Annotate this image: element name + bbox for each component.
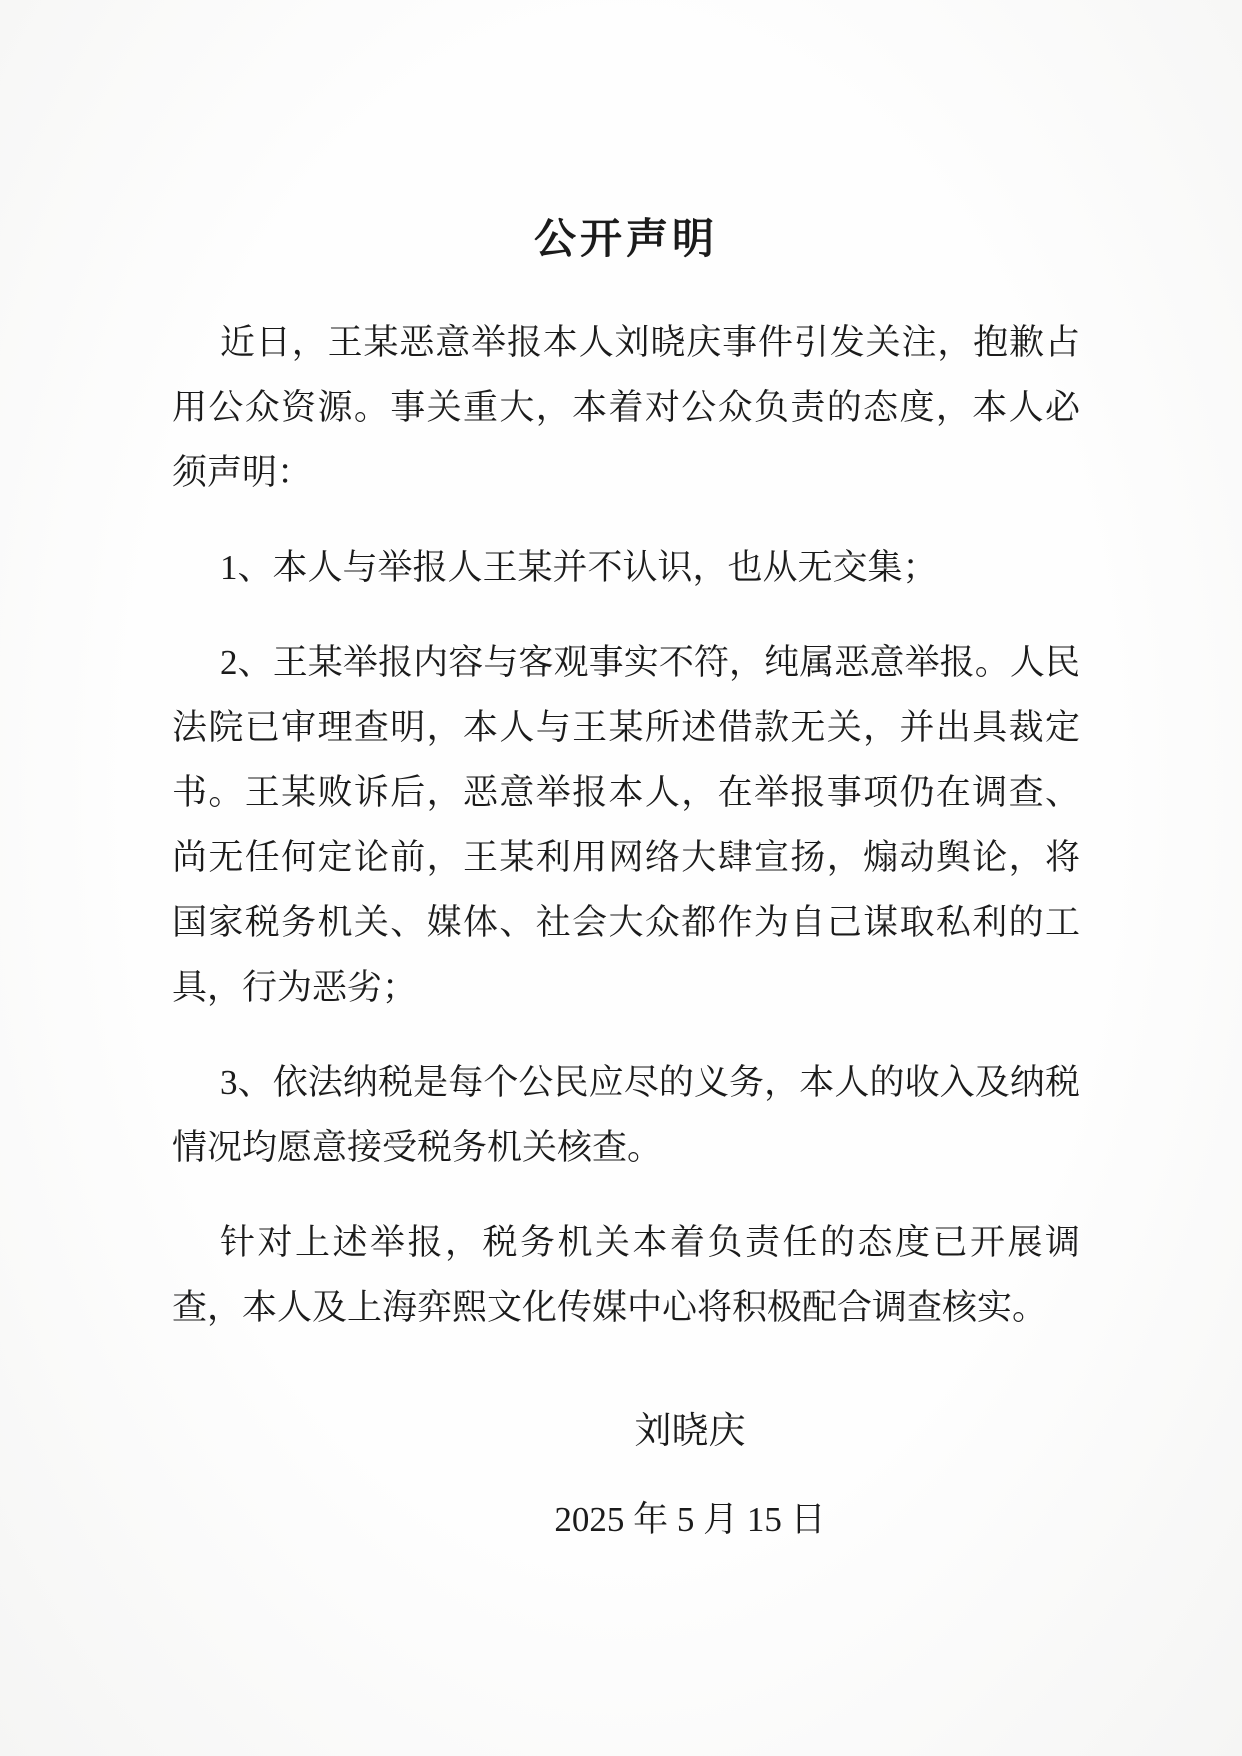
signature-date: 2025 年 5 月 15 日 [554, 1500, 826, 1539]
paragraph-item-2: 2、王某举报内容与客观事实不符，纯属恶意举报。人民法院已审理查明，本人与王某所述借款无关，并出具裁定书。王某败诉后，恶意举报本人，在举报事项仍在调查、尚无任何定论前，王某利用网络大肆宣扬，煽动舆论，将国家税务机关、媒体、社会大众都作为自己谋取私利的工具，行为恶劣； [172, 643, 1080, 1007]
paragraph-item-1: 1、本人与举报人王某并不认识，也从无交集； [220, 548, 938, 587]
paragraph-closing: 针对上述举报，税务机关本着负责任的态度已开展调查，本人及上海弈熙文化传媒中心将积极配合调查核实。 [172, 1223, 1080, 1327]
signature-block [475, 1412, 905, 1540]
paragraph-item-3: 3、依法纳税是每个公民应尽的义务，本人的收入及纳税情况均愿意接受税务机关核查。 [172, 1063, 1080, 1167]
paragraph-intro: 近日，王某恶意举报本人刘晓庆事件引发关注，抱歉占用公众资源。事关重大，本着对公众负责的态度，本人必须声明： [172, 323, 1080, 492]
signature-name: 刘晓庆 [634, 1411, 746, 1452]
document-title: 公开声明 [533, 217, 718, 263]
